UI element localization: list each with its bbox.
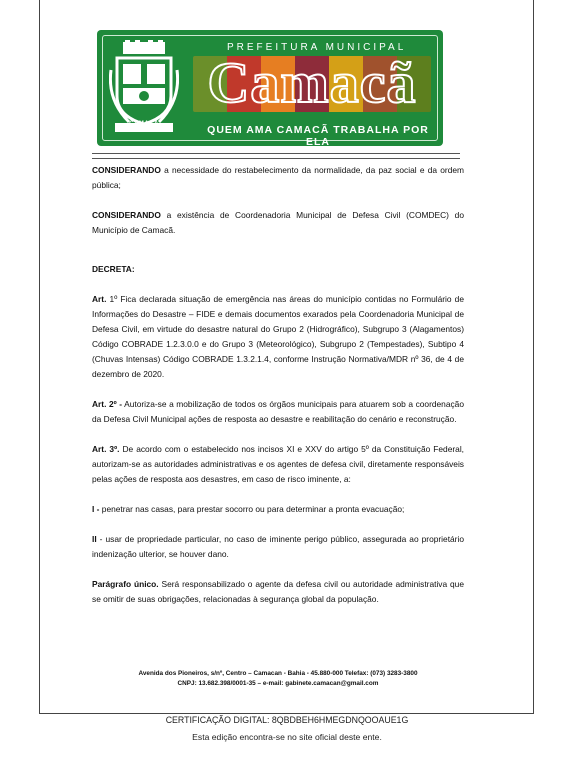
official-site-notice: Esta edição encontra-se no site oficial deste ente. [192,732,382,742]
article-1 [92,292,464,382]
article-lead: Art. [92,294,107,304]
footer-cnpj: CNPJ: 13.682.398/0001-35 – e-mail: gabinete.camacan@gmail.com [177,680,379,687]
article-text: De acordo com o estabelecido nos incisos XI e XXV do artigo 5º da Constituição Federal, autorizam-se as autoridades administrativas e os agentes de defesa civil, diretamente responsáveis pelas ações de resposta aos desastres, em caso de risco iminente, a: [92,444,465,484]
item-1 [92,502,464,517]
header-rule [92,153,460,154]
item-lead: I - [92,504,100,514]
article-lead: Art. 3º. [92,444,120,454]
item-lead: II [92,534,97,544]
considerando-paragraph-2 [92,208,464,238]
paragrafo-text: Será responsabilizado o agente da defesa civil ou autoridade administrativa que se omitir de suas obrigações, relacionadas à segurança global da população. [92,579,464,604]
paragraph-lead: CONSIDERANDO [92,210,161,220]
paragraph-text: a existência de Coordenadoria Municipal de Defesa Civil (COMDEC) do Município de Camacã. [92,210,464,235]
city-name-logo: Camacã [207,50,417,115]
paragraph-text: a necessidade do restabelecimento da normalidade, da paz social e da ordem pública; [92,165,464,190]
decreta-heading [92,262,464,277]
article-lead: Art. 2º - [92,399,123,409]
item-text: - usar de propriedade particular, no caso de iminente perigo público, assegurada ao proprietário indenização ulterior, se houver dano. [92,534,464,559]
digital-certification: CERTIFICAÇÃO DIGITAL: 8QBDBEH6HMEGDNQOOAUE1G [165,715,409,725]
document-body [92,163,464,607]
paragrafo-lead: Parágrafo único. [92,579,159,589]
article-2 [92,397,464,427]
item-2 [92,532,464,562]
footer-address: Avenida dos Pioneiros, s/nº, Centro – Camacan - Bahia - 45.880-000 Telefax: (073) 3283-3800 [138,670,418,677]
header-rule-secondary [92,158,460,159]
considerando-paragraph-1 [92,163,464,193]
paragrafo-unico [92,577,464,607]
article-3 [92,442,464,487]
article-text: 1º Fica declarada situação de emergência nas áreas do município contidas no Formulário de Informações do Desastre – FIDE e demais documentos exarados pela Coordenadoria Municipal de Defesa Civil, em virtude do desastre natural do Grupo 2 (Hidrográfico), Subgrupo 3 (Alagamentos) Código COBRADE 1.2.3.0.0 e do Grupo 3 (Meteorológico), Subgrupo 2 (Tempestades), Subtipo 4 (Chuvas Intensas) Código COBRADE 1.3.2.1.4, conforme Instrução Normativa/MDR nº 36, de 4 de dezembro de 2020. [92,294,464,379]
header-banner [97,30,443,146]
decreta-label: DECRETA: [92,264,135,274]
document-footer [92,669,464,689]
paragraph-lead: CONSIDERANDO [92,165,161,175]
brand-top-text: PREFEITURA MUNICIPAL [227,42,407,53]
item-text: penetrar nas casas, para prestar socorro ou para determinar a pronta evacuação; [99,504,405,514]
crest-label: CAMACÃ [129,121,159,127]
slogan: QUEM AMA CAMACÃ TRABALHA POR ELA [207,124,429,148]
article-text: Autoriza-se a mobilização de todos os órgãos municipais para atuarem sob a coordenação da Defesa Civil Municipal ações de resposta ao desastre e reabilitação do cenário e reconstrução. [92,399,464,424]
